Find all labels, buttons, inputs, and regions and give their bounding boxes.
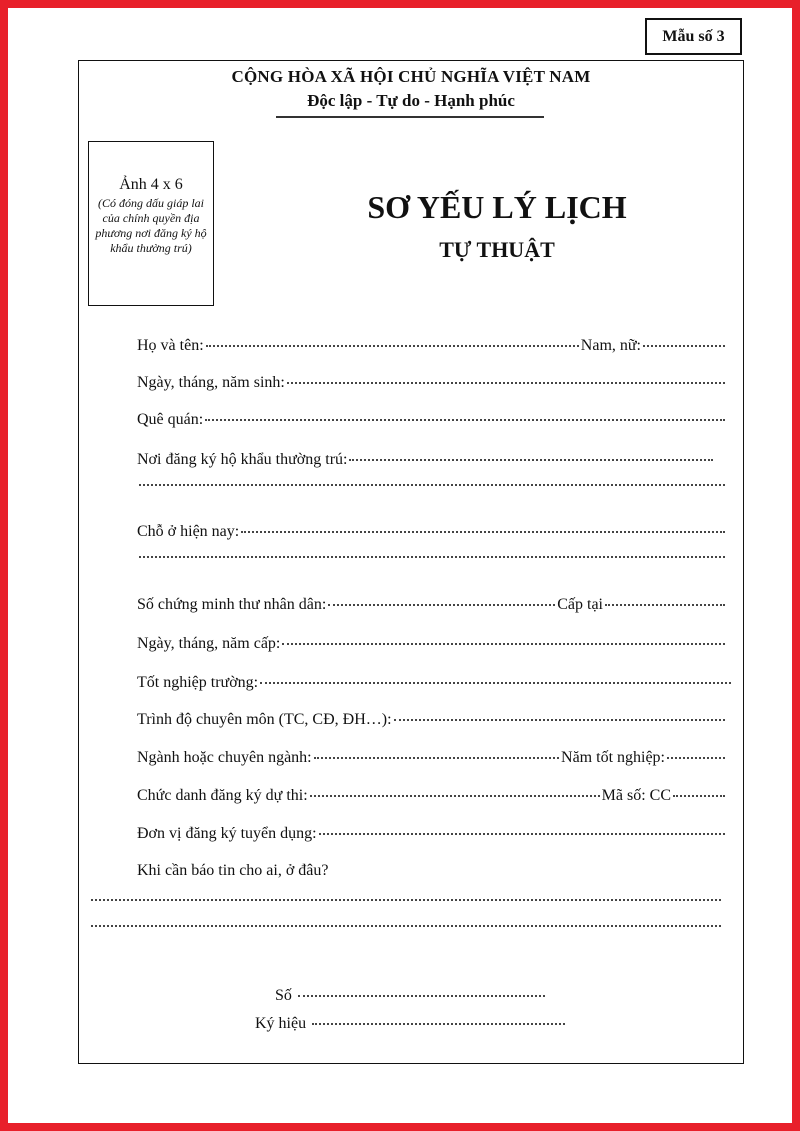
label-id-date: Ngày, tháng, năm cấp: xyxy=(137,635,281,652)
input-dob[interactable] xyxy=(287,382,725,384)
input-unit[interactable] xyxy=(319,833,725,835)
field-residence xyxy=(137,451,715,469)
field-current xyxy=(137,523,727,541)
field-current-2 xyxy=(137,559,727,561)
input-hometown[interactable] xyxy=(205,419,725,421)
label-position: Chức danh đăng ký dự thi: xyxy=(137,787,308,804)
national-motto: Độc lập - Tự do - Hạnh phúc xyxy=(307,91,515,110)
input-position[interactable] xyxy=(310,795,600,797)
input-code[interactable] xyxy=(673,795,725,797)
label-id-place: Cấp tại xyxy=(557,596,603,613)
label-current: Chỗ ở hiện nay: xyxy=(137,523,240,540)
field-id-date xyxy=(137,635,727,653)
input-gender[interactable] xyxy=(643,345,725,347)
label-gender: Nam, nữ: xyxy=(580,337,641,354)
field-dob xyxy=(137,374,727,392)
field-number xyxy=(275,987,547,1005)
input-id[interactable] xyxy=(328,604,555,606)
input-residence-line2[interactable] xyxy=(139,484,725,486)
input-id-place[interactable] xyxy=(605,604,725,606)
input-contact-line1[interactable] xyxy=(91,899,721,901)
label-level: Trình độ chuyên môn (TC, CĐ, ĐH…): xyxy=(137,711,392,728)
label-name: Họ và tên: xyxy=(137,337,204,354)
field-position xyxy=(137,787,727,805)
label-unit: Đơn vị đăng ký tuyển dụng: xyxy=(137,825,317,842)
input-level[interactable] xyxy=(394,719,725,721)
input-number[interactable] xyxy=(298,995,545,997)
form-number: Mẫu số 3 xyxy=(645,18,742,55)
field-name xyxy=(137,337,727,355)
label-dob: Ngày, tháng, năm sinh: xyxy=(137,374,285,391)
field-unit xyxy=(137,825,727,843)
input-grad-year[interactable] xyxy=(667,757,725,759)
input-major[interactable] xyxy=(314,757,559,759)
input-current[interactable] xyxy=(241,531,725,533)
input-id-date[interactable] xyxy=(282,643,725,645)
field-residence-2 xyxy=(137,487,727,489)
document-subtitle: TỰ THUẬT xyxy=(439,237,555,262)
label-hometown: Quê quán: xyxy=(137,411,204,428)
label-number: Số xyxy=(275,987,292,1004)
document-title: SƠ YẾU LÝ LỊCH xyxy=(367,189,627,225)
field-contact-2 xyxy=(89,928,723,930)
input-contact-line2[interactable] xyxy=(91,925,721,927)
form-body xyxy=(78,60,744,1064)
motto-underline xyxy=(276,116,544,118)
field-hometown xyxy=(137,411,727,429)
photo-box xyxy=(88,141,214,306)
photo-note: (Có đóng dấu giáp lai của chính quyền địa phương nơi đăng ký hộ khẩu thường trú) xyxy=(95,196,207,255)
label-symbol: Ký hiệu xyxy=(255,1015,307,1032)
photo-label: Ảnh 4 x 6 xyxy=(119,176,183,193)
input-symbol[interactable] xyxy=(312,1023,565,1025)
field-contact-1 xyxy=(89,902,723,904)
label-code: Mã số: CC xyxy=(601,787,671,804)
label-residence: Nơi đăng ký hộ khẩu thường trú: xyxy=(137,451,348,468)
field-level xyxy=(137,711,727,729)
field-school xyxy=(137,674,733,692)
label-contact: Khi cần báo tin cho ai, ở đâu? xyxy=(137,862,329,879)
label-major: Ngành hoặc chuyên ngành: xyxy=(137,749,312,766)
field-major xyxy=(137,749,727,767)
input-current-line2[interactable] xyxy=(139,556,725,558)
national-title: CỘNG HÒA XÃ HỘI CHỦ NGHĨA VIỆT NAM xyxy=(231,67,591,86)
field-id xyxy=(137,596,727,614)
field-contact xyxy=(137,862,727,880)
label-school: Tốt nghiệp trường: xyxy=(137,674,259,691)
field-symbol xyxy=(255,1015,567,1033)
input-school[interactable] xyxy=(260,682,731,684)
input-residence[interactable] xyxy=(349,459,713,461)
input-name[interactable] xyxy=(206,345,579,347)
label-id: Số chứng minh thư nhân dân: xyxy=(137,596,327,613)
label-grad-year: Năm tốt nghiệp: xyxy=(561,749,665,766)
